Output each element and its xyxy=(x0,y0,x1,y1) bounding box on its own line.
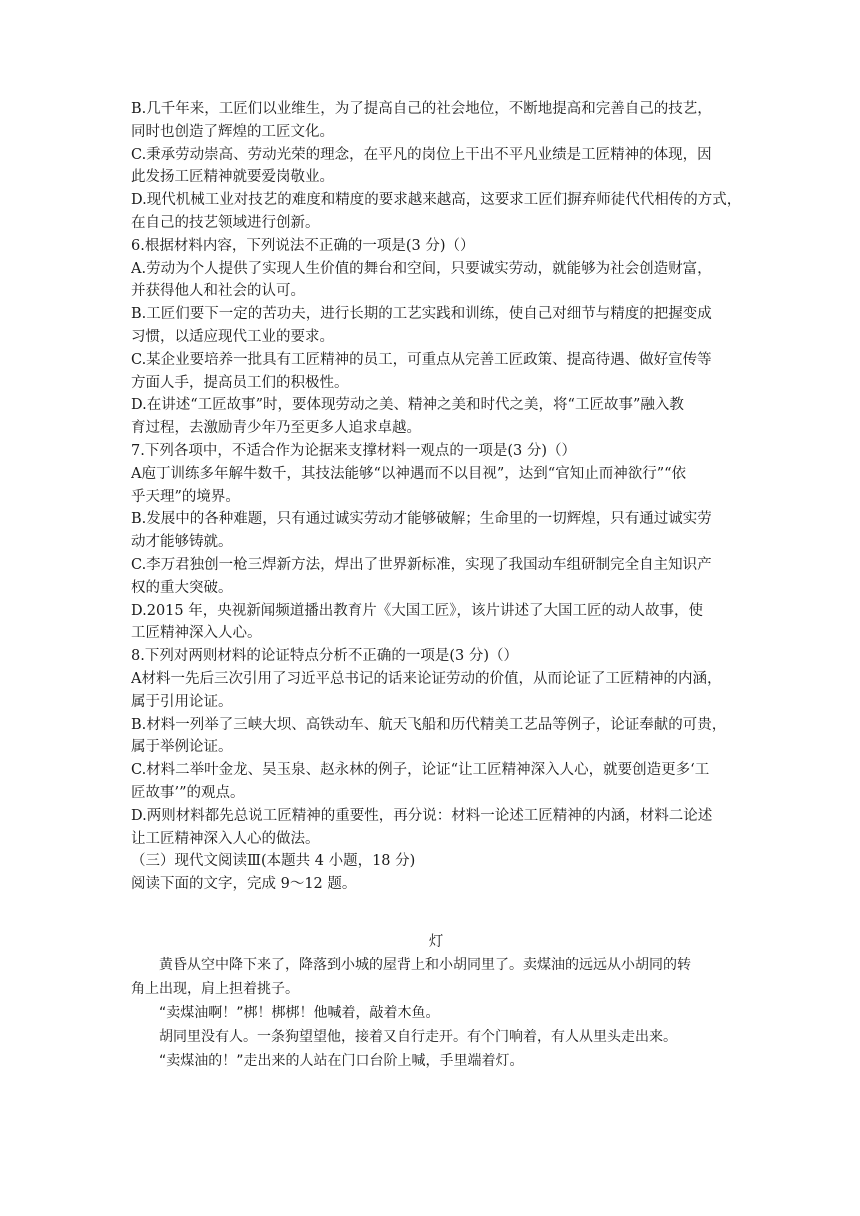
passage-paragraph: 胡同里没有人。一条狗望望他，接着又自行走开。有个门响着，有人从里头走出来。 xyxy=(159,1029,677,1045)
q8-option-a-line-1: A材料一先后三次引用了习近平总书记的话来论证劳动的价值，从而论证了工匠精神的内涵， xyxy=(131,670,722,687)
question-8: 8.下列对两则材料的论证特点分析不正确的一项是(3 分)（） xyxy=(131,648,518,665)
passage-paragraph: “卖煤油的！”走出来的人站在门口台阶上喊，手里端着灯。 xyxy=(159,1053,524,1069)
section-heading: （三）现代文阅读Ⅲ(本题共 4 小题，18 分) xyxy=(131,853,416,870)
question-6: 6.根据材料内容，下列说法不正确的一项是(3 分)（） xyxy=(131,237,475,254)
q6-option-c-line-2: 方面人手，提高员工们的积极性。 xyxy=(131,374,349,391)
q8-option-c-line-1: C.材料二举叶金龙、吴玉泉、赵永林的例子，论证“让工匠精神深入人心，就要创造更多‘工 xyxy=(131,762,710,779)
passage-paragraph: 角上出现，肩上担着挑子。 xyxy=(131,981,299,997)
passage-paragraph: “卖煤油啊！”梆！梆梆！他喊着，敲着木鱼。 xyxy=(159,1005,440,1021)
q7-option-b-line-2: 动才能够铸就。 xyxy=(131,534,233,551)
q6-option-b-line-1: B.工匠们要下一定的苦功夫，进行长期的工艺实践和训练，使自己对细节与精度的把握变成 xyxy=(131,306,712,323)
option-c-line-1: C.秉承劳动崇高、劳动光荣的理念，在平凡的岗位上干出不平凡业绩是工匠精神的体现，因 xyxy=(131,146,712,163)
q7-option-a-line-1: A庖丁训练多年解牛数千，其技法能够“以神遇而不以目视”，达到“官知止而神欲行”“依 xyxy=(131,465,687,482)
q8-option-a-line-2: 属于引用论证。 xyxy=(131,693,233,710)
passage-title: 灯 xyxy=(428,934,444,950)
q6-option-b-line-2: 习惯，以适应现代工业的要求。 xyxy=(131,328,334,345)
q6-option-c-line-1: C.某企业要培养一批具有工匠精神的员工，可重点从完善工匠政策、提高待遇、做好宣传等 xyxy=(131,351,712,368)
q6-option-a-line-2: 并获得他人和社会的认可。 xyxy=(131,283,305,300)
q8-option-d-line-1: D.两则材料都先总说工匠精神的重要性，再分说：材料一论述工匠精神的内涵，材料二论述 xyxy=(131,807,713,824)
passage-paragraph: 黄昏从空中降下来了，降落到小城的屋背上和小胡同里了。卖煤油的远远从小胡同的转 xyxy=(159,957,691,973)
q7-option-a-line-2: 乎天理”的境界。 xyxy=(131,488,240,505)
q8-option-b-line-1: B.材料一列举了三峡大坝、高铁动车、航天飞船和历代精美工艺品等例子，论证奉献的可贵， xyxy=(131,716,727,733)
question-text xyxy=(131,98,741,896)
option-b-line-2: 同时也创造了辉煌的工匠文化。 xyxy=(131,123,334,140)
q7-option-d-line-1: D.2015 年，央视新闻频道播出教育片《大国工匠》，该片讲述了大国工匠的动人故事，使 xyxy=(131,602,703,619)
q7-option-c-line-2: 权的重大突破。 xyxy=(131,579,233,596)
option-c-line-2: 此发扬工匠精神就要爱岗敬业。 xyxy=(131,169,334,186)
q6-option-d-line-1: D.在讲述“工匠故事”时，要体现劳动之美、精神之美和时代之美，将“工匠故事”融入教 xyxy=(131,397,684,414)
reading-passage xyxy=(131,931,741,1073)
q7-option-b-line-1: B.发展中的各种难题，只有通过诚实劳动才能够破解；生命里的一切辉煌，只有通过诚实劳 xyxy=(131,511,712,528)
q8-option-c-line-2: 匠故事’”的观点。 xyxy=(131,784,245,801)
q7-option-c-line-1: C.李万君独创一枪三焊新方法，焊出了世界新标准，实现了我国动车组研制完全自主知识产 xyxy=(131,556,712,573)
q7-option-d-line-2: 工匠精神深入人心。 xyxy=(131,625,262,642)
option-d-line-1: D.现代机械工业对技艺的难度和精度的要求越来越高，这要求工匠们摒弃师徒代代相传的方式， xyxy=(131,192,741,209)
option-b-line-1: B.几千年来，工匠们以业维生，为了提高自己的社会地位，不断地提高和完善自己的技艺， xyxy=(131,101,712,117)
reading-instruction: 阅读下面的文字，完成 9～12 题。 xyxy=(131,876,357,893)
q6-option-a-line-1: A.劳动为个人提供了实现人生价值的舞台和空间，只要诚实劳动，就能够为社会创造财富， xyxy=(131,260,712,277)
q6-option-d-line-2: 育过程，去激励青少年乃至更多人追求卓越。 xyxy=(131,420,421,437)
q8-option-d-line-2: 让工匠精神深入人心的做法。 xyxy=(131,830,320,847)
q8-option-b-line-2: 属于举例论证。 xyxy=(131,739,233,756)
question-7: 7.下列各项中，不适合作为论据来支撑材料一观点的一项是(3 分)（） xyxy=(131,442,576,459)
option-d-line-2: 在自己的技艺领域进行创新。 xyxy=(131,214,320,231)
